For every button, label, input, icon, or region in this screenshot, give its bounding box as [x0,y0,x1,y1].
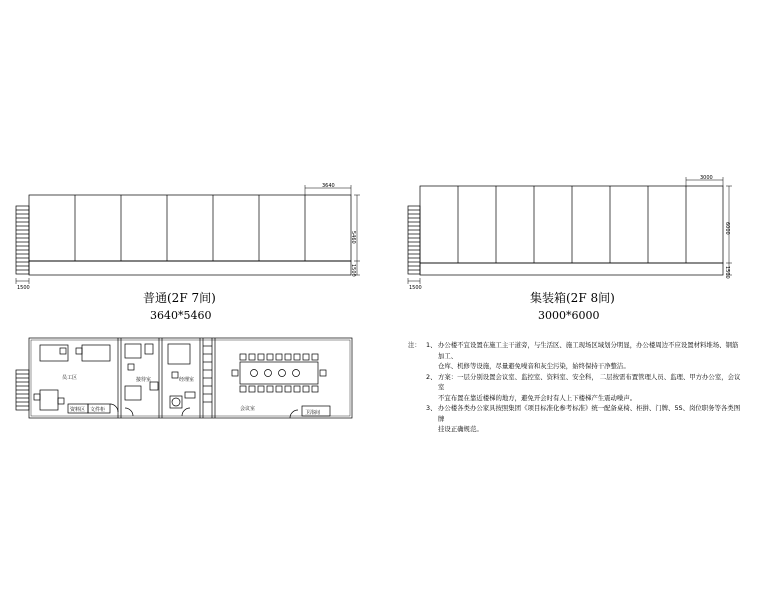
room-reception-label: 接待室 [136,377,152,383]
note-line: 挂设正确规范。 [438,425,483,433]
right-dim-side2: 1500 [724,266,730,279]
room-cabinet-label: 文件柜 [90,407,106,413]
room-meeting-label: 会议室 [240,406,256,412]
meeting-table [240,362,318,384]
left-dim-side: 5460 [350,231,356,244]
left-plan-size: 3640*5460 [150,309,212,322]
note-item-1 [408,340,744,372]
right-corridor-band [420,263,723,275]
left-building-elevation [29,195,351,275]
left-stair [16,206,29,274]
left-plan-title: 普通(2F 7间) [143,291,216,305]
note-text [438,403,744,435]
left-dim-top: 3640 [322,183,335,189]
right-dim-top: 3000 [700,175,713,181]
right-plan-size: 3000*6000 [538,309,600,322]
notes-label: 注： [408,341,421,349]
room-print-label: 资料区 [70,407,86,413]
right-dimensions [408,177,732,284]
left-dim-bottom: 1500 [17,285,30,291]
left-dim-side2: 1500 [350,264,356,277]
right-stair [408,206,420,274]
notes-block [408,340,744,435]
left-corridor-band [29,261,351,275]
note-line: 不宜布置在靠近楼梯的地方，避免开会时有人上下楼梯产生震动噪声。 [438,393,637,402]
note-number: 2、 [426,372,437,381]
left-building-outline [29,195,351,261]
note-number: 3、 [426,404,437,412]
note-text [438,340,744,372]
room-office-label: 员工区 [62,375,78,381]
note-item-3 [408,403,744,435]
note-number: 1、 [426,341,437,349]
note-line: 办公楼各类办公家具按照集团《项目标准化参考标准》统一配备桌椅、柜拼、门牌、5S、岗位职务等各类图牌 [438,404,741,423]
note-text [438,372,744,404]
note-item-2 [408,372,744,404]
left-dimensions [16,185,360,284]
note-line: 仓库、机修等设施，尽量避免噪音和灰尘污染，始终保持干净整洁。 [438,362,630,370]
right-building-elevation [420,186,723,275]
right-dim-bottom: 1500 [409,285,422,291]
right-plan-title: 集装箱(2F 8间) [530,291,615,305]
note-line: 办公楼不宜设置在施工主干道旁，与生活区、施工现场区域划分明显，办公楼周边不应设置材料堆场、钢筋加工、 [438,341,739,360]
note-line: 方案：一层分别设置会议室、监控室、资料室、安全科， 二层按需布置管理人员、监理、甲方办公室，会议室 [438,372,741,391]
right-dim-side: 6000 [724,222,730,235]
right-building-outline [420,186,723,263]
room-manager-label: 经理室 [179,377,195,383]
room-toilet-label: 卫浴间 [305,410,321,416]
